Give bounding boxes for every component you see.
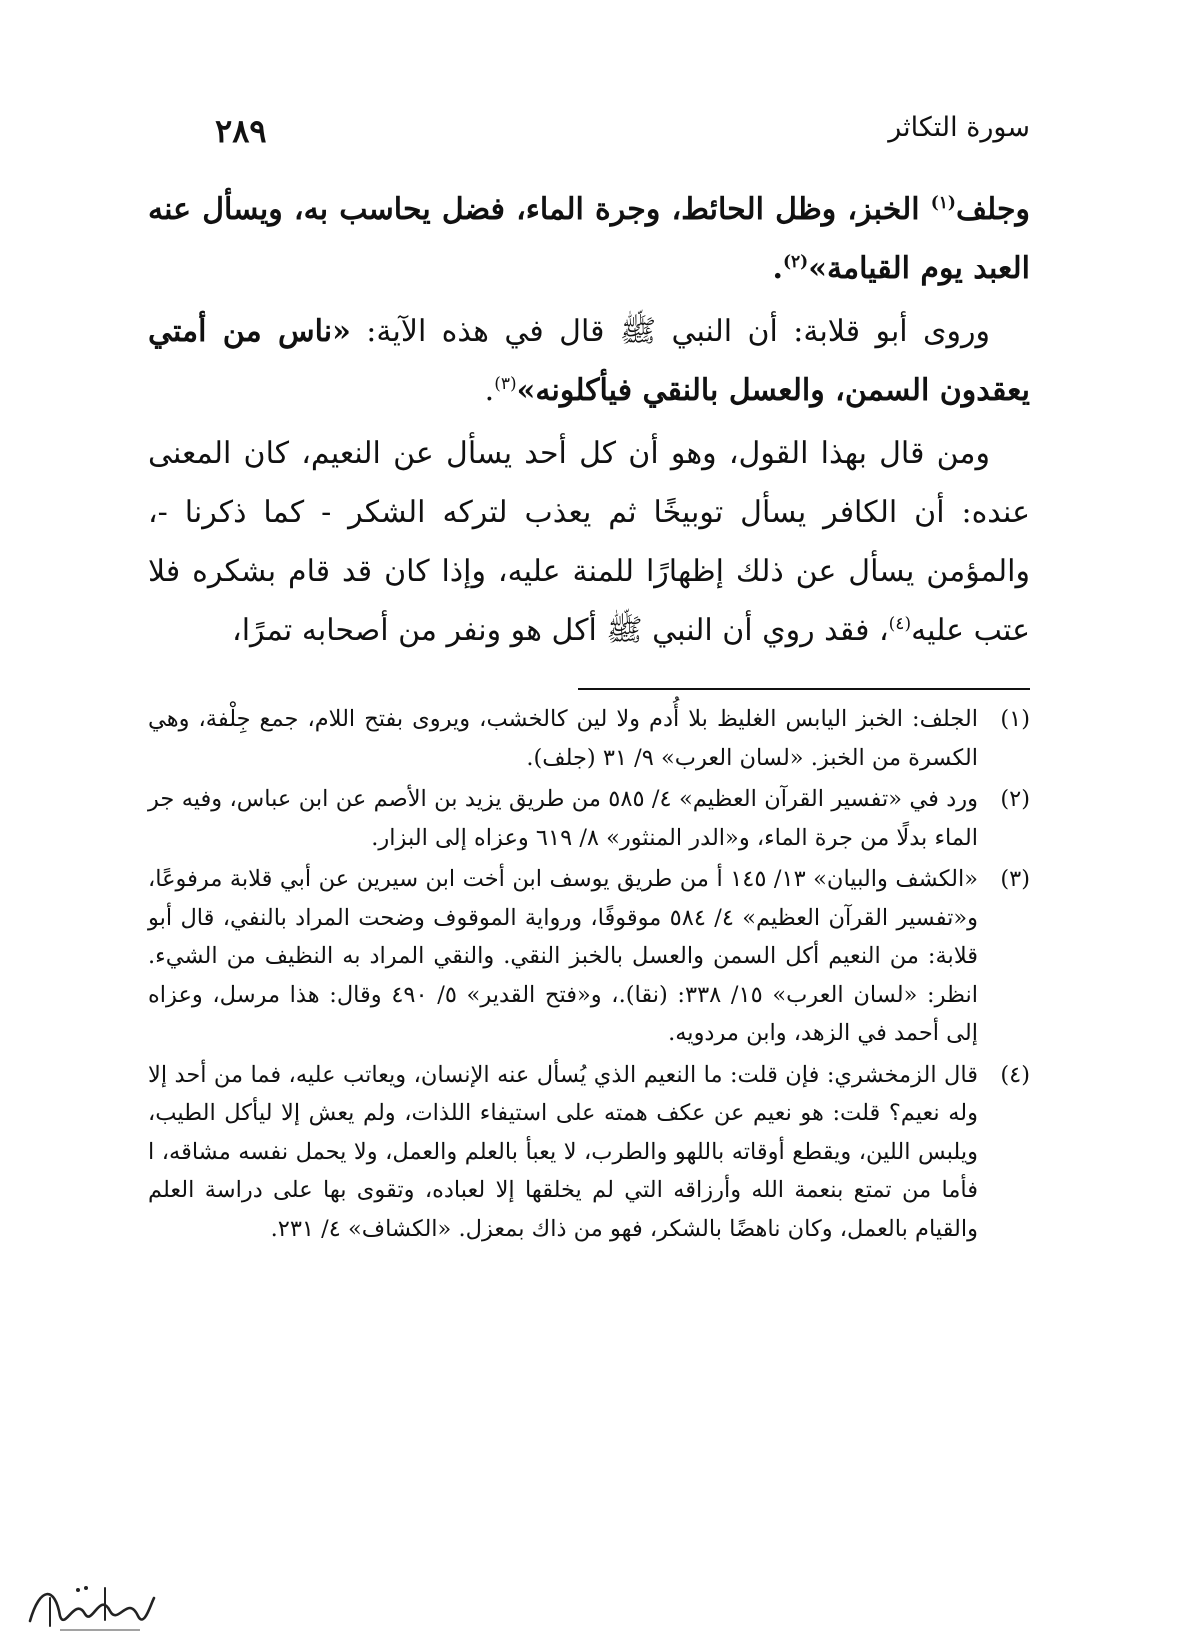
- p1-end: .: [772, 251, 783, 286]
- page-header: [160, 112, 1030, 162]
- main-text: [148, 180, 1030, 664]
- footnote-3: [148, 860, 1030, 1053]
- footnote-ref-2: (٢): [782, 252, 809, 272]
- publisher-logo-icon: [20, 1576, 160, 1636]
- p3-text-start: ومن قال بهذا القول، وهو أن كل أحد يسأل عن النعيم، كان المعنى عنده: أن الكافر يسأل توبيخًا ثم يعذب لترکه الشكر - كما ذكرنا -، والمؤمن يسأل عن ذلك إظهارًا للمنة عليه، وإذا كان قد قام بشكره فلا عتب عليه: [148, 436, 1030, 648]
- footnote-1: [148, 700, 1030, 777]
- p1-text-start: وجلف: [955, 192, 1030, 227]
- footnote-text: الجلف: الخبز اليابس الغليظ بلا أُدم ولا لين كالخشب، ويروى بفتح اللام، جمع جِلْفة، وهي الكسرة من الخبز. «لسان العرب» ٩/ ٣١ (جلف).: [148, 706, 978, 771]
- footnote-text: قال الزمخشري: فإن قلت: ما النعيم الذي يُسأل عنه الإنسان، ويعاتب عليه، فما من أحد إلا وله نعيم؟ قلت: هو نعيم عن عكف همته على استيفاء اللذات، ولم يعش إلا ليأكل الطيب، ويلبس اللين، ويقطع أوقاته باللهو والطرب، لا يعبأ بالعلم والعمل، ولا يحمل نفسه مشاقه، ا فأما من تمتع بنعمة الله وأرزاقه التي لم يخلقها إلا لعباده، وتقوى بها على دراسة العلم والقيام بالعمل، وكان ناهضًا بالشكر، فهو من ذاك بمعزل. «الكشاف» ٤/ ٢٣١.: [148, 1061, 978, 1242]
- footnote-number: (٤): [1000, 1061, 1030, 1088]
- surah-title: سورة التكاثر: [888, 112, 1030, 143]
- footnotes: [148, 700, 1030, 1251]
- paragraph-1: [148, 180, 1030, 298]
- p2-end: .: [484, 373, 495, 408]
- paragraph-3: [148, 424, 1030, 660]
- footnote-ref-1: (١): [930, 193, 956, 213]
- footnote-2: [148, 780, 1030, 857]
- p3-text-end: ، فقد روي أن النبي ﷺ أكل هو ونفر من أصحابه تمرًا،: [232, 613, 889, 648]
- footnote-number: (٣): [1000, 866, 1030, 892]
- footnote-number: (٢): [1000, 786, 1030, 812]
- footnote-divider: [578, 688, 1030, 690]
- footnote-number: (١): [1000, 706, 1030, 732]
- footnote-text: ورد في «تفسير القرآن العظيم» ٤/ ٥٨٥ من طريق يزيد بن الأصم عن ابن عباس، وفيه جر الماء بدلًا من جرة الماء، و«الدر المنثور» ٨/ ٦١٩ وعزاه إلى البزار.: [148, 786, 978, 851]
- footnote-ref-3: (٣): [494, 374, 517, 394]
- footnote-text: «الكشف والبيان» ١٣/ ١٤٥ أ من طريق يوسف ابن أخت ابن سيرين عن أبي قلابة مرفوعًا، و«تفسير القرآن العظيم» ٤/ ٥٨٤ موقوفًا، ورواية الموقوف وضحت المراد بالنفي، قال أبو قلابة: من النعيم أكل السمن والعسل بالخبز النقي. والنقي المراد به النظيف من الشيء. انظر: «لسان العرب» ١٥/ ٣٣٨: (نقا).، و«فتح القدير» ٥/ ٤٩٠ وقال: هذا مرسل، وعزاه إلى أحمد في الزهد، وابن مردويه.: [148, 866, 979, 1046]
- footnote-ref-4: (٤): [888, 614, 912, 634]
- footnote-4: [148, 1056, 1030, 1249]
- p2-text-normal: وروى أبو قلابة: أن النبي ﷺ قال في هذه الآية:: [350, 314, 990, 349]
- page-number: ٢٨٩: [215, 112, 267, 150]
- p1-text-main: الخبز، وظل الحائط، وجرة الماء، فضل يحاسب به، ويسأل عنه العبد يوم القيامة»: [148, 192, 1030, 286]
- p2-text-hadith: «ناس من أمتي يعقدون السمن، والعسل بالنقي فيأكلونه»: [148, 314, 1030, 408]
- paragraph-2: [148, 302, 1030, 420]
